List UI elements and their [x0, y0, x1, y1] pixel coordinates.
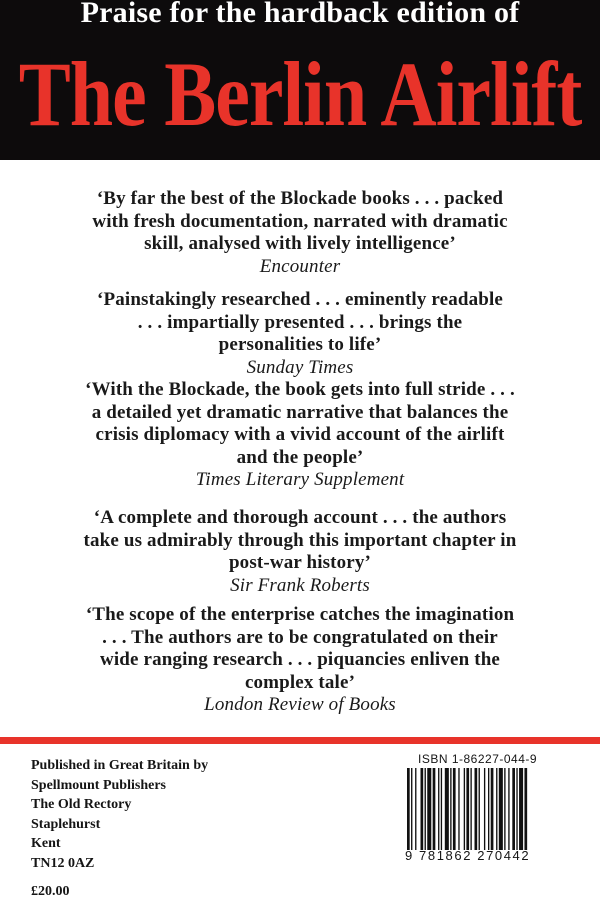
quote-line: ‘By far the best of the Blockade books . . . packed [96, 188, 504, 209]
quote-line: . . . impartially presented . . . brings the [137, 311, 463, 333]
praise-heading: Praise for the hardback edition of [80, 0, 520, 29]
quote-line: crisis diplomacy with a vivid account of the airlift [95, 424, 505, 445]
publisher-line: Published in Great Britain by [31, 758, 209, 773]
isbn-label: ISBN 1-86227-044-9 [418, 752, 538, 766]
red-divider [0, 737, 600, 744]
quote-source: London Review of Books [204, 694, 396, 715]
review-quote [20, 507, 580, 597]
review-quote [20, 379, 580, 492]
publisher-line: TN12 0AZ [31, 855, 95, 871]
publisher-line: The Old Rectory [31, 797, 132, 812]
review-quote [20, 188, 580, 278]
quote-source: Times Literary Supplement [195, 469, 405, 490]
quote-line: with fresh documentation, narrated with dramatic [92, 210, 508, 232]
quote-line: . . . The authors are to be congratulated on their [102, 626, 498, 648]
quote-line: ‘A complete and thorough account . . . the authors [93, 507, 507, 528]
quote-line: post-war history’ [228, 552, 372, 573]
quote-source: Sir Frank Roberts [230, 574, 370, 596]
quote-line: take us admirably through this important chapter in [83, 529, 517, 551]
quote-source: Sunday Times [246, 356, 354, 378]
quote-line: and the people’ [236, 446, 364, 468]
quote-line: skill, analysed with lively intelligence’ [144, 233, 456, 254]
barcode-image [405, 768, 569, 850]
price-label: £20.00 [31, 884, 70, 899]
barcode-number: 9 781862 270442 [405, 848, 531, 863]
quote-line: ‘With the Blockade, the book gets into full stride . . . [85, 379, 515, 400]
publisher-info [31, 756, 208, 902]
review-quote [20, 289, 580, 379]
quote-line: complex tale’ [244, 671, 356, 693]
publisher-line: Staplehurst [31, 816, 101, 832]
quote-line: ‘The scope of the enterprise catches the imagination [85, 604, 515, 625]
footer-panel [0, 744, 600, 918]
quote-line: personalities to life’ [218, 334, 382, 355]
quote-line: ‘Painstakingly researched . . . eminently readable [97, 289, 503, 310]
book-title: The Berlin Airlift [18, 42, 582, 145]
publisher-line: Spellmount Publishers [31, 777, 166, 793]
review-quote [20, 604, 580, 717]
quote-line: wide ranging research . . . piquancies enliven the [99, 649, 500, 670]
publisher-line: Kent [31, 836, 61, 851]
quote-line: a detailed yet dramatic narrative that balances the [91, 401, 509, 423]
quote-source: Encounter [259, 255, 341, 277]
header-banner [0, 0, 600, 160]
